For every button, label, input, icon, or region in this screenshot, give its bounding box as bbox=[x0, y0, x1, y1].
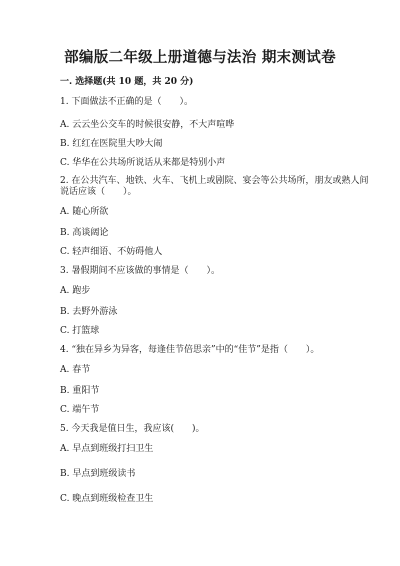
question-5-stem: 5. 今天我是值日生，我应该( )。 bbox=[60, 424, 205, 434]
question-3-option-b: B. 去野外游泳 bbox=[60, 307, 118, 317]
question-1-option-a: A. 云云坐公交车的时候很安静，不大声喧哗 bbox=[60, 120, 235, 130]
question-1-stem: 1. 下面做法不正确的是（ ）。 bbox=[60, 97, 193, 107]
question-1-option-c: C. 华华在公共场所说话从来都是特别小声 bbox=[60, 158, 226, 168]
question-5-option-c: C. 晚点到班级检查卫生 bbox=[60, 494, 154, 504]
question-2-option-c: C. 轻声细语、不妨碍他人 bbox=[60, 247, 163, 257]
question-3-option-a: A. 跑步 bbox=[60, 286, 91, 296]
question-2-option-b: B. 高谈阔论 bbox=[60, 228, 109, 238]
question-5-option-a: A. 早点到班级打扫卫生 bbox=[60, 444, 154, 454]
question-2-option-a: A. 随心所欲 bbox=[60, 207, 109, 217]
question-2-stem-line-2: 说话应该（ ）。 bbox=[60, 187, 137, 197]
question-4-option-a: A. 春节 bbox=[60, 365, 91, 375]
question-2-stem-line-1: 2. 在公共汽车、地铁、火车、飞机上或剧院、宴会等公共场所，朋友或熟人间 bbox=[60, 176, 369, 186]
question-4-stem: 4. “独在异乡为异客，每逢佳节倍思亲”中的“佳节”是指（ ）。 bbox=[60, 345, 320, 355]
question-3-stem: 3. 暑假期间不应该做的事情是（ ）。 bbox=[60, 266, 220, 276]
question-4-option-c: C. 端午节 bbox=[60, 405, 100, 415]
question-5-option-b: B. 早点到班级读书 bbox=[60, 469, 136, 479]
section-heading: 一. 选择题(共 10 题，共 20 分) bbox=[60, 77, 194, 87]
question-3-option-c: C. 打篮球 bbox=[60, 326, 100, 336]
question-4-option-b: B. 重阳节 bbox=[60, 386, 100, 396]
question-1-option-b: B. 红红在医院里大吵大闹 bbox=[60, 139, 163, 149]
exam-title: 部编版二年级上册道德与法治 期末测试卷 bbox=[64, 49, 336, 66]
